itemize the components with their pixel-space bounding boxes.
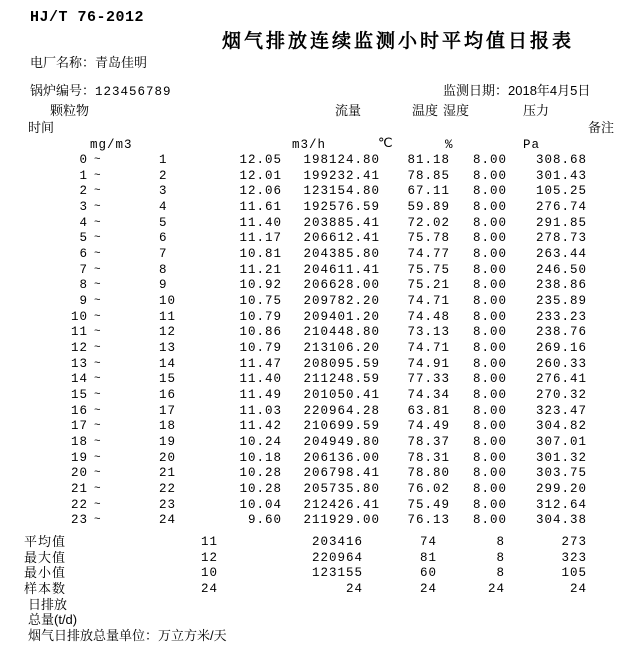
cell-flow: 208095.59 bbox=[303, 356, 380, 371]
hour-end: 22 bbox=[159, 482, 177, 497]
cell-flow: 209401.20 bbox=[303, 309, 380, 324]
boiler-number-label: 锅炉编号： bbox=[30, 83, 96, 98]
summary-row bbox=[0, 566, 635, 582]
table-row bbox=[0, 231, 635, 247]
column-header-pm: 颗粒物 bbox=[50, 103, 90, 118]
cell-flow: 204611.41 bbox=[303, 262, 380, 277]
cell-flow: 213106.20 bbox=[303, 341, 380, 356]
cell-pressure: 260.33 bbox=[535, 356, 587, 371]
cell-temp: 74.71 bbox=[407, 294, 450, 309]
summary-cell-pressure: 273 bbox=[561, 535, 587, 549]
summary-cell-flow: 24 bbox=[345, 581, 363, 596]
cell-pm: 10.81 bbox=[239, 247, 282, 262]
cell-humidity: 8.00 bbox=[472, 513, 507, 528]
cell-pressure: 238.86 bbox=[535, 278, 587, 293]
hour-start: 9 bbox=[79, 294, 88, 309]
cell-flow: 211248.59 bbox=[303, 372, 380, 387]
cell-pressure: 276.74 bbox=[535, 200, 587, 215]
hour-start: 5 bbox=[79, 231, 88, 246]
tilde-separator: ~ bbox=[94, 232, 102, 245]
cell-flow: 211929.00 bbox=[303, 513, 380, 528]
hour-end: 10 bbox=[159, 294, 177, 309]
summary-cell-humidity: 8 bbox=[496, 550, 505, 565]
hour-end: 15 bbox=[159, 372, 177, 387]
summary-cell-flow: 203416 bbox=[311, 535, 363, 549]
cell-humidity: 8.00 bbox=[472, 466, 507, 481]
cell-flow: 210448.80 bbox=[303, 325, 380, 340]
hour-start: 15 bbox=[70, 388, 88, 403]
plant-name-line bbox=[30, 55, 147, 70]
table-row bbox=[0, 325, 635, 341]
hour-end: 12 bbox=[159, 325, 177, 340]
boiler-number-line bbox=[30, 83, 172, 100]
cell-temp: 78.85 bbox=[407, 168, 450, 183]
table-row bbox=[0, 153, 635, 169]
cell-temp: 74.71 bbox=[407, 341, 450, 356]
cell-temp: 76.02 bbox=[407, 482, 450, 497]
table-row bbox=[0, 184, 635, 200]
hour-end: 14 bbox=[159, 356, 177, 371]
summary-cell-pressure: 24 bbox=[569, 581, 587, 596]
summary-row bbox=[0, 535, 635, 551]
summary-cell-temp: 74 bbox=[419, 535, 437, 549]
cell-pm: 10.28 bbox=[239, 466, 282, 481]
table-row bbox=[0, 310, 635, 326]
tilde-separator: ~ bbox=[94, 169, 102, 182]
cell-humidity: 8.00 bbox=[472, 184, 507, 199]
hour-start: 6 bbox=[79, 247, 88, 262]
hour-start: 13 bbox=[70, 356, 88, 371]
cell-flow: 212426.41 bbox=[303, 497, 380, 512]
cell-pressure: 269.16 bbox=[535, 341, 587, 356]
cell-pm: 11.17 bbox=[239, 231, 282, 246]
hour-start: 16 bbox=[70, 403, 88, 418]
hour-start: 21 bbox=[70, 482, 88, 497]
cell-flow: 203885.41 bbox=[303, 215, 380, 230]
table-row bbox=[0, 513, 635, 529]
tilde-separator: ~ bbox=[94, 295, 102, 308]
column-header-temp: 温度 bbox=[412, 103, 439, 118]
cell-temp: 75.75 bbox=[407, 262, 450, 277]
hour-end: 13 bbox=[159, 341, 177, 356]
tilde-separator: ~ bbox=[94, 248, 102, 261]
cell-flow: 123154.80 bbox=[303, 184, 380, 199]
cell-pm: 9.60 bbox=[247, 513, 282, 528]
table-row bbox=[0, 435, 635, 451]
hour-start: 0 bbox=[79, 153, 88, 167]
cell-humidity: 8.00 bbox=[472, 278, 507, 293]
hour-start: 12 bbox=[70, 341, 88, 356]
monitor-date-label: 监测日期： bbox=[443, 83, 509, 98]
tilde-separator: ~ bbox=[94, 498, 102, 511]
summary-cell-pm: 24 bbox=[200, 581, 218, 596]
cell-pm: 10.79 bbox=[239, 309, 282, 324]
cell-temp: 74.49 bbox=[407, 419, 450, 434]
hour-end: 24 bbox=[159, 513, 177, 528]
cell-humidity: 8.00 bbox=[472, 168, 507, 183]
table-row bbox=[0, 357, 635, 373]
hour-end: 18 bbox=[159, 419, 177, 434]
hour-end: 21 bbox=[159, 466, 177, 481]
tilde-separator: ~ bbox=[94, 342, 102, 355]
cell-humidity: 8.00 bbox=[472, 215, 507, 230]
tilde-separator: ~ bbox=[94, 514, 102, 527]
summary-cell-humidity: 8 bbox=[496, 535, 505, 549]
cell-pressure: 270.32 bbox=[535, 388, 587, 403]
unit-humidity: % bbox=[445, 138, 454, 152]
cell-temp: 75.78 bbox=[407, 231, 450, 246]
cell-temp: 73.13 bbox=[407, 325, 450, 340]
unit-temp: ℃ bbox=[378, 136, 394, 151]
cell-pm: 10.04 bbox=[239, 497, 282, 512]
hour-end: 6 bbox=[159, 231, 168, 246]
table-row bbox=[0, 263, 635, 279]
cell-pressure: 304.82 bbox=[535, 419, 587, 434]
tilde-separator: ~ bbox=[94, 326, 102, 339]
hour-start: 14 bbox=[70, 372, 88, 387]
cell-temp: 75.21 bbox=[407, 278, 450, 293]
cell-pressure: 301.32 bbox=[535, 450, 587, 465]
table-row bbox=[0, 388, 635, 404]
standard-code: HJ/T 76-2012 bbox=[30, 9, 145, 26]
hour-end: 9 bbox=[159, 278, 168, 293]
cell-pressure: 235.89 bbox=[535, 294, 587, 309]
cell-temp: 74.91 bbox=[407, 356, 450, 371]
hourly-data-table bbox=[0, 153, 635, 529]
hour-start: 3 bbox=[79, 200, 88, 215]
cell-pm: 10.79 bbox=[239, 341, 282, 356]
tilde-separator: ~ bbox=[94, 373, 102, 386]
summary-cell-pressure: 105 bbox=[561, 566, 587, 581]
cell-humidity: 8.00 bbox=[472, 419, 507, 434]
cell-temp: 78.31 bbox=[407, 450, 450, 465]
tilde-separator: ~ bbox=[94, 357, 102, 370]
hour-start: 20 bbox=[70, 466, 88, 481]
cell-pm: 12.01 bbox=[239, 168, 282, 183]
table-row bbox=[0, 341, 635, 357]
cell-flow: 205735.80 bbox=[303, 482, 380, 497]
hour-start: 10 bbox=[70, 309, 88, 324]
cell-temp: 78.37 bbox=[407, 435, 450, 450]
cell-pm: 11.42 bbox=[239, 419, 282, 434]
tilde-separator: ~ bbox=[94, 201, 102, 214]
tilde-separator: ~ bbox=[94, 310, 102, 323]
hour-end: 4 bbox=[159, 200, 168, 215]
hour-start: 8 bbox=[79, 278, 88, 293]
cell-humidity: 8.00 bbox=[472, 262, 507, 277]
table-row bbox=[0, 498, 635, 514]
table-row bbox=[0, 466, 635, 482]
cell-temp: 74.34 bbox=[407, 388, 450, 403]
summary-row-label: 样本数 bbox=[24, 581, 67, 597]
hour-end: 2 bbox=[159, 168, 168, 183]
cell-flow: 204385.80 bbox=[303, 247, 380, 262]
cell-humidity: 8.00 bbox=[472, 325, 507, 340]
cell-pm: 10.86 bbox=[239, 325, 282, 340]
cell-pressure: 233.23 bbox=[535, 309, 587, 324]
cell-humidity: 8.00 bbox=[472, 403, 507, 418]
hour-start: 7 bbox=[79, 262, 88, 277]
tilde-separator: ~ bbox=[94, 216, 102, 229]
cell-temp: 63.81 bbox=[407, 403, 450, 418]
hour-start: 18 bbox=[70, 435, 88, 450]
cell-pm: 11.47 bbox=[239, 356, 282, 371]
cell-pm: 10.75 bbox=[239, 294, 282, 309]
tilde-separator: ~ bbox=[94, 185, 102, 198]
table-row bbox=[0, 451, 635, 467]
cell-flow: 192576.59 bbox=[303, 200, 380, 215]
cell-humidity: 8.00 bbox=[472, 247, 507, 262]
cell-pm: 10.18 bbox=[239, 450, 282, 465]
tilde-separator: ~ bbox=[94, 404, 102, 417]
monitor-date-value: 2018年4月5日 bbox=[508, 83, 591, 98]
cell-pressure: 307.01 bbox=[535, 435, 587, 450]
cell-humidity: 8.00 bbox=[472, 231, 507, 246]
tilde-separator: ~ bbox=[94, 263, 102, 276]
cell-flow: 206612.41 bbox=[303, 231, 380, 246]
tilde-separator: ~ bbox=[94, 451, 102, 464]
cell-humidity: 8.00 bbox=[472, 341, 507, 356]
cell-pressure: 105.25 bbox=[535, 184, 587, 199]
cell-humidity: 8.00 bbox=[472, 450, 507, 465]
cell-humidity: 8.00 bbox=[472, 372, 507, 387]
summary-row-label: 最小值 bbox=[24, 566, 67, 582]
cell-temp: 81.18 bbox=[407, 153, 450, 167]
cell-pm: 11.61 bbox=[239, 200, 282, 215]
cell-humidity: 8.00 bbox=[472, 200, 507, 215]
cell-temp: 59.89 bbox=[407, 200, 450, 215]
cell-pm: 12.06 bbox=[239, 184, 282, 199]
cell-temp: 78.80 bbox=[407, 466, 450, 481]
hour-start: 1 bbox=[79, 168, 88, 183]
table-row bbox=[0, 294, 635, 310]
cell-pm: 12.05 bbox=[239, 153, 282, 167]
cell-humidity: 8.00 bbox=[472, 497, 507, 512]
hour-start: 23 bbox=[70, 513, 88, 528]
summary-cell-flow: 220964 bbox=[311, 550, 363, 565]
cell-flow: 198124.80 bbox=[303, 153, 380, 167]
hour-end: 3 bbox=[159, 184, 168, 199]
cell-temp: 75.49 bbox=[407, 497, 450, 512]
cell-pm: 11.40 bbox=[239, 215, 282, 230]
cell-pm: 11.40 bbox=[239, 372, 282, 387]
cell-pressure: 238.76 bbox=[535, 325, 587, 340]
cell-pm: 11.49 bbox=[239, 388, 282, 403]
summary-row-label: 最大值 bbox=[24, 550, 67, 566]
cell-humidity: 8.00 bbox=[472, 153, 507, 167]
column-header-humidity: 湿度 bbox=[443, 103, 470, 118]
hour-start: 22 bbox=[70, 497, 88, 512]
summary-cell-pm: 10 bbox=[200, 566, 218, 581]
summary-cell-temp: 60 bbox=[419, 566, 437, 581]
table-row bbox=[0, 372, 635, 388]
cell-humidity: 8.00 bbox=[472, 388, 507, 403]
boiler-number-value: 123456789 bbox=[95, 85, 172, 99]
tilde-separator: ~ bbox=[94, 279, 102, 292]
cell-flow: 201050.41 bbox=[303, 388, 380, 403]
hour-end: 19 bbox=[159, 435, 177, 450]
summary-cell-pm: 12 bbox=[200, 550, 218, 565]
summary-cell-humidity: 8 bbox=[496, 566, 505, 581]
cell-pressure: 299.20 bbox=[535, 482, 587, 497]
column-header-note: 备注 bbox=[588, 120, 615, 135]
hour-start: 19 bbox=[70, 450, 88, 465]
summary-cell-temp: 81 bbox=[419, 550, 437, 565]
summary-cell-pm: 11 bbox=[200, 535, 218, 549]
cell-temp: 72.02 bbox=[407, 215, 450, 230]
cell-flow: 209782.20 bbox=[303, 294, 380, 309]
cell-temp: 77.33 bbox=[407, 372, 450, 387]
summary-cell-temp: 24 bbox=[419, 581, 437, 596]
summary-row-label: 平均值 bbox=[24, 535, 67, 550]
tilde-separator: ~ bbox=[94, 154, 102, 166]
cell-pressure: 303.75 bbox=[535, 466, 587, 481]
hour-end: 1 bbox=[159, 153, 168, 167]
cell-pressure: 312.64 bbox=[535, 497, 587, 512]
hour-end: 8 bbox=[159, 262, 168, 277]
cell-pressure: 301.43 bbox=[535, 168, 587, 183]
cell-pm: 10.28 bbox=[239, 482, 282, 497]
summary-row bbox=[0, 582, 635, 598]
table-row bbox=[0, 404, 635, 420]
hour-end: 20 bbox=[159, 450, 177, 465]
hour-end: 17 bbox=[159, 403, 177, 418]
cell-temp: 76.13 bbox=[407, 513, 450, 528]
cell-temp: 74.48 bbox=[407, 309, 450, 324]
hour-end: 7 bbox=[159, 247, 168, 262]
table-row bbox=[0, 169, 635, 185]
hour-start: 2 bbox=[79, 184, 88, 199]
cell-pressure: 304.38 bbox=[535, 513, 587, 528]
tilde-separator: ~ bbox=[94, 467, 102, 480]
report-title: 烟气排放连续监测小时平均值日报表 bbox=[222, 31, 575, 52]
cell-flow: 206628.00 bbox=[303, 278, 380, 293]
table-row bbox=[0, 247, 635, 263]
cell-pressure: 246.50 bbox=[535, 262, 587, 277]
cell-flow: 220964.28 bbox=[303, 403, 380, 418]
tilde-separator: ~ bbox=[94, 436, 102, 449]
plant-name-value: 青岛佳明 bbox=[95, 55, 148, 70]
cell-flow: 210699.59 bbox=[303, 419, 380, 434]
hour-end: 5 bbox=[159, 215, 168, 230]
summary-cell-flow: 123155 bbox=[311, 566, 363, 581]
cell-humidity: 8.00 bbox=[472, 294, 507, 309]
summary-cell-humidity: 24 bbox=[487, 581, 505, 596]
table-row bbox=[0, 278, 635, 294]
cell-humidity: 8.00 bbox=[472, 435, 507, 450]
table-row bbox=[0, 482, 635, 498]
table-row bbox=[0, 200, 635, 216]
flow-total-unit-note: 烟气日排放总量单位：万立方米/天 bbox=[28, 628, 227, 643]
cell-pm: 11.21 bbox=[239, 262, 282, 277]
cell-pm: 10.92 bbox=[239, 278, 282, 293]
cell-temp: 74.77 bbox=[407, 247, 450, 262]
cell-pm: 11.03 bbox=[239, 403, 282, 418]
column-header-flow: 流量 bbox=[335, 103, 362, 118]
unit-pm: mg/m3 bbox=[90, 138, 133, 152]
daily-emission-label-line2: 总量(t/d) bbox=[28, 612, 78, 627]
cell-pressure: 263.44 bbox=[535, 247, 587, 262]
hour-end: 23 bbox=[159, 497, 177, 512]
cell-pm: 10.24 bbox=[239, 435, 282, 450]
hour-end: 16 bbox=[159, 388, 177, 403]
cell-pressure: 308.68 bbox=[535, 153, 587, 167]
tilde-separator: ~ bbox=[94, 420, 102, 433]
table-row bbox=[0, 419, 635, 435]
summary-table bbox=[0, 535, 635, 597]
plant-name-label: 电厂名称： bbox=[30, 55, 96, 70]
cell-humidity: 8.00 bbox=[472, 356, 507, 371]
cell-pressure: 291.85 bbox=[535, 215, 587, 230]
cell-pressure: 276.41 bbox=[535, 372, 587, 387]
cell-humidity: 8.00 bbox=[472, 482, 507, 497]
hour-start: 11 bbox=[70, 325, 88, 340]
column-header-pressure: 压力 bbox=[523, 103, 550, 118]
cell-pressure: 278.73 bbox=[535, 231, 587, 246]
cell-flow: 206136.00 bbox=[303, 450, 380, 465]
cell-humidity: 8.00 bbox=[472, 309, 507, 324]
unit-pressure: Pa bbox=[523, 138, 541, 152]
unit-flow: m3/h bbox=[292, 138, 327, 152]
tilde-separator: ~ bbox=[94, 389, 102, 402]
tilde-separator: ~ bbox=[94, 483, 102, 496]
daily-emission-label-line1: 日排放 bbox=[28, 597, 68, 612]
monitor-date-line bbox=[443, 83, 590, 98]
column-header-time: 时间 bbox=[28, 120, 55, 135]
table-row bbox=[0, 216, 635, 232]
cell-pressure: 323.47 bbox=[535, 403, 587, 418]
cell-flow: 204949.80 bbox=[303, 435, 380, 450]
summary-cell-pressure: 323 bbox=[561, 550, 587, 565]
hour-end: 11 bbox=[159, 309, 177, 324]
hour-start: 4 bbox=[79, 215, 88, 230]
cell-flow: 199232.41 bbox=[303, 168, 380, 183]
cell-temp: 67.11 bbox=[407, 184, 450, 199]
cell-flow: 206798.41 bbox=[303, 466, 380, 481]
summary-row bbox=[0, 551, 635, 567]
hour-start: 17 bbox=[70, 419, 88, 434]
